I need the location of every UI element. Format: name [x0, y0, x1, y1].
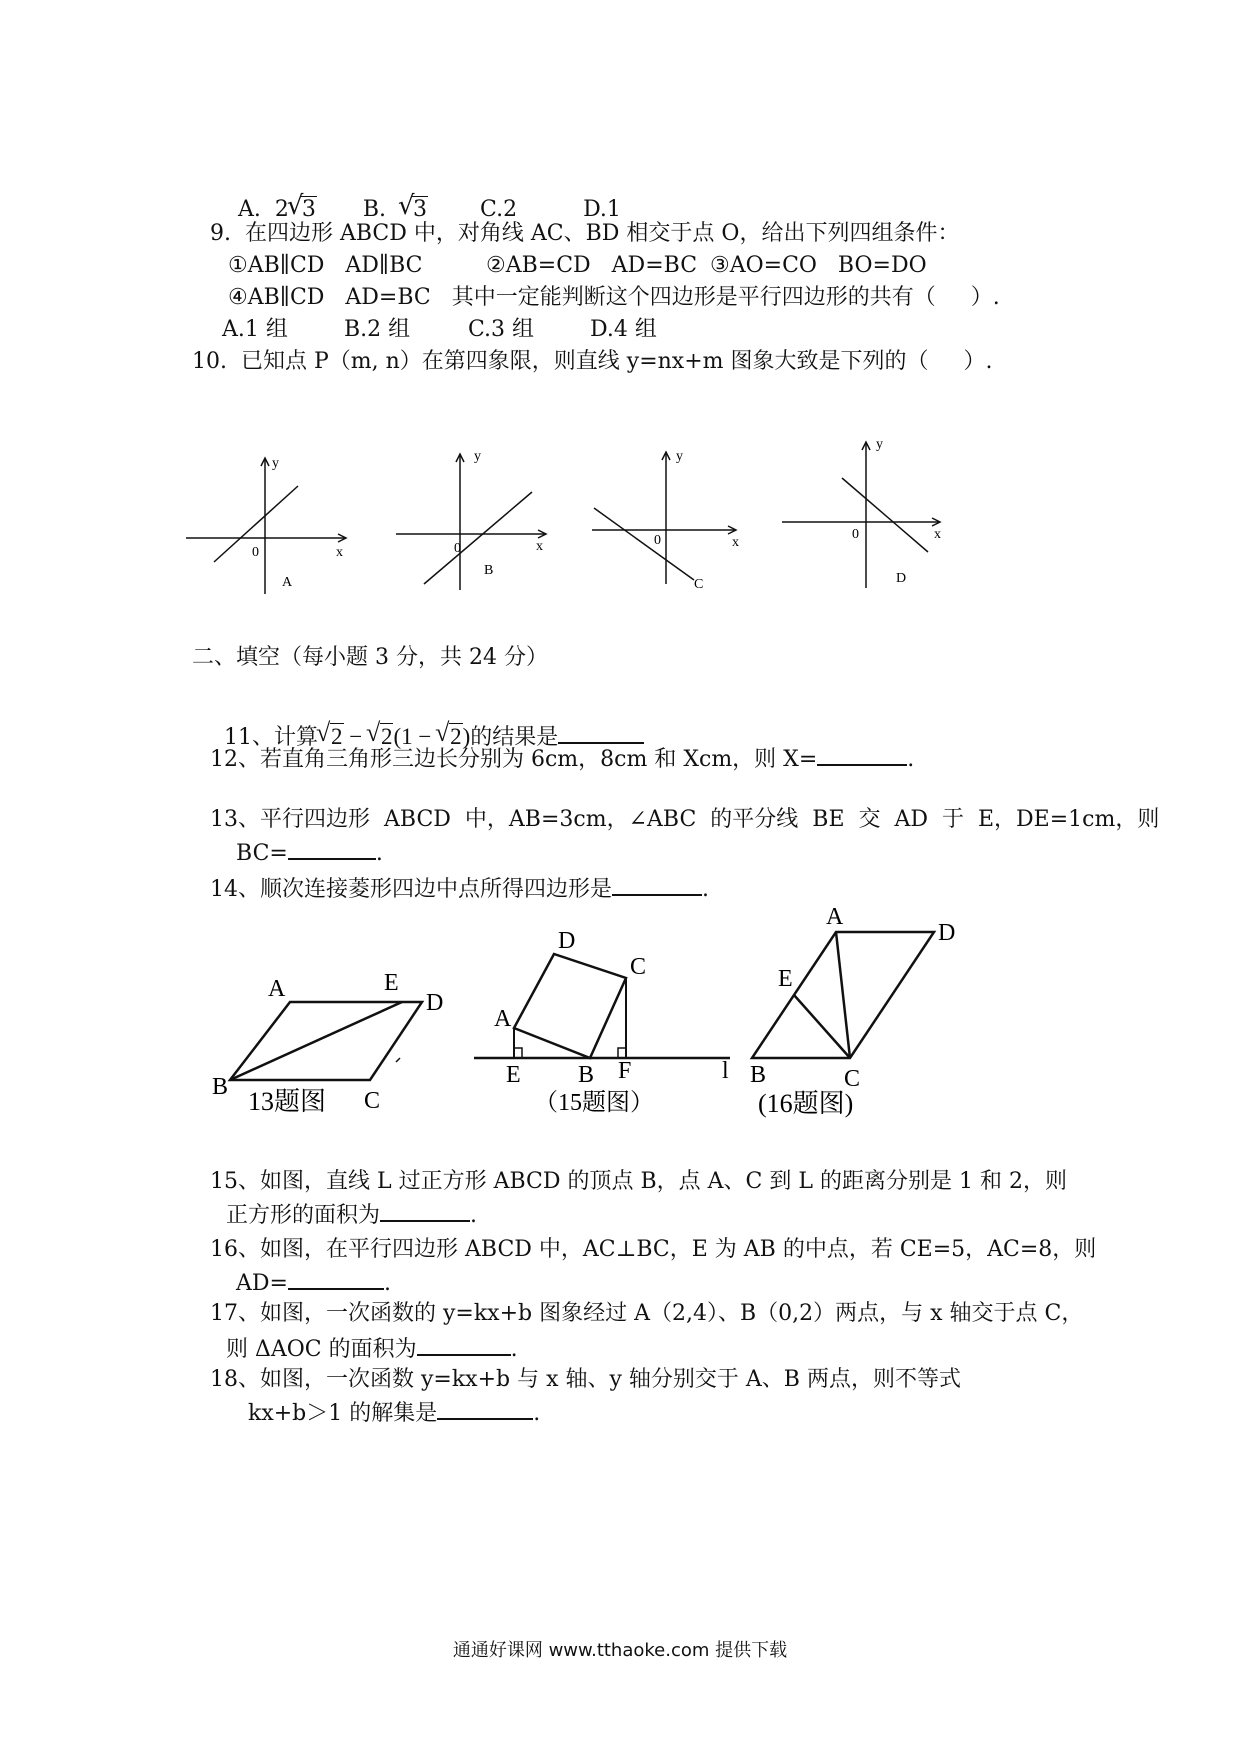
- graph-d-y-label: y: [876, 437, 883, 452]
- q8-option-d: D.1: [583, 197, 621, 222]
- q8-option-b: B. √ 3: [363, 197, 428, 222]
- fig15-label-b: B: [578, 1062, 595, 1088]
- q8-options: [224, 168, 621, 224]
- graph-d-x-label: x: [934, 527, 941, 542]
- fig13-label-b: B: [212, 1074, 229, 1100]
- fig13-label-d: D: [426, 990, 444, 1016]
- graph-a-label: A: [282, 575, 293, 590]
- q18-line-2: kx+b＞1 的解集是 .: [248, 1398, 540, 1428]
- q9-option-b: B.2 组: [344, 317, 411, 342]
- fig16-caption: (16题图): [758, 1089, 854, 1118]
- fig13-caption: 13题图: [248, 1087, 327, 1116]
- fig15-caption: （15题图）: [534, 1090, 654, 1116]
- graph-b-y-label: y: [474, 449, 481, 464]
- q16-answer-blank[interactable]: [288, 1268, 384, 1290]
- graph-a-x-label: x: [336, 545, 343, 560]
- q18-answer-blank[interactable]: [437, 1398, 533, 1420]
- q13-answer-blank[interactable]: [288, 838, 376, 860]
- q8-option-c: C.2: [480, 197, 518, 222]
- graph-d-label: D: [896, 571, 907, 586]
- graph-c-x-label: x: [732, 535, 739, 550]
- q14-answer-blank[interactable]: [612, 874, 702, 896]
- q18-line-1: 18、如图，一次函数 y=kx+b 与 x 轴、y 轴分别交于 A、B 两点，则不等式: [210, 1367, 961, 1392]
- fig15-label-c: C: [630, 954, 647, 980]
- fig13-label-a: A: [268, 976, 286, 1002]
- fig16-label-d: D: [938, 920, 956, 946]
- q15-line-1: 15、如图，直线 L 过正方形 ABCD 的顶点 B，点 A、C 到 L 的距离分别是 1 和 2，则: [210, 1169, 1067, 1194]
- q13-line-1: 13、平行四边形 ABCD 中，AB=3cm，∠ABC 的平分线 BE 交 AD 于 E，DE=1cm，则: [210, 807, 1160, 832]
- graph-a: [186, 450, 356, 600]
- fig13-label-e: E: [384, 970, 399, 996]
- q8-option-a: A. 2√ 3: [238, 197, 317, 222]
- page-footer: 通通好课网 www.tthaoke.com 提供下载: [452, 1640, 788, 1661]
- fig16-label-c: C: [844, 1066, 861, 1092]
- fig16-label-a: A: [826, 904, 844, 930]
- q13-line-2: BC= .: [236, 838, 383, 868]
- q17-line-1: 17、如图，一次函数的 y=kx+b 图象经过 A（2,4）、B（0,2）两点，与 x 轴交于点 C，: [210, 1301, 1084, 1326]
- graph-d-origin: 0: [852, 527, 859, 542]
- q9-condition-3: ③AO=CO BO=DO: [710, 253, 927, 278]
- figure-15: [470, 920, 750, 1120]
- graph-c-label: C: [694, 577, 704, 592]
- figure-13: [210, 960, 460, 1120]
- q17-line-2: 则 ΔAOC 的面积为 .: [226, 1334, 518, 1364]
- fig15-label-e: E: [506, 1062, 521, 1088]
- q12: 12、若直角三角形三边长分别为 6cm，8cm 和 Xcm，则 X= .: [210, 744, 914, 774]
- graph-a-origin: 0: [252, 545, 259, 560]
- graph-b-label: B: [484, 563, 494, 578]
- fig16-label-b: B: [750, 1062, 767, 1088]
- graph-c-origin: 0: [654, 533, 661, 548]
- q17-answer-blank[interactable]: [417, 1334, 511, 1356]
- fig15-label-a: A: [494, 1006, 512, 1032]
- q16-line-2: AD= .: [236, 1268, 391, 1298]
- fig13-label-c: C: [364, 1088, 381, 1114]
- q9-condition-1: ①AB∥CD AD∥BC: [228, 253, 423, 278]
- section-2-title: 二、填空（每小题 3 分，共 24 分）: [192, 645, 548, 670]
- q15-line-2: 正方形的面积为 .: [226, 1200, 477, 1230]
- q9-stem: 9. 在四边形 ABCD 中，对角线 AC、BD 相交于点 O，给出下列四组条件：: [210, 221, 960, 246]
- fig15-label-d: D: [558, 928, 576, 954]
- graph-b: [380, 446, 550, 596]
- graph-c: [586, 444, 756, 594]
- q11: 11、计算√ 2 − √ 2(1 − √ 2)的结果是: [210, 694, 644, 752]
- graph-b-origin: 0: [454, 541, 461, 556]
- q16-line-1: 16、如图，在平行四边形 ABCD 中，AC⊥BC，E 为 AB 的中点，若 CE=5，AC=8，则: [210, 1237, 1097, 1262]
- graph-a-y-label: y: [272, 456, 279, 471]
- q9-option-a: A.1 组: [222, 317, 288, 342]
- q11-answer-blank[interactable]: [558, 722, 644, 744]
- graph-c-y-label: y: [676, 449, 683, 464]
- fig15-label-l: l: [722, 1058, 729, 1084]
- graph-d: [778, 434, 948, 594]
- q9-condition-4: ④AB∥CD AD=BC 其中一定能判断这个四边形是平行四边形的共有（ ）.: [228, 285, 1000, 310]
- fig15-label-f: F: [618, 1058, 632, 1084]
- q12-answer-blank[interactable]: [817, 744, 907, 766]
- q14: 14、顺次连接菱形四边中点所得四边形是 .: [210, 874, 709, 904]
- graph-b-x-label: x: [536, 539, 543, 554]
- q15-answer-blank[interactable]: [380, 1200, 470, 1222]
- q9-option-c: C.3 组: [468, 317, 535, 342]
- q9-condition-2: ②AB=CD AD=BC: [486, 253, 698, 278]
- fig16-label-e: E: [778, 966, 793, 992]
- q10-stem: 10. 已知点 P（m, n）在第四象限，则直线 y=nx+m 图象大致是下列的（ ）.: [192, 349, 993, 374]
- q9-option-d: D.4 组: [590, 317, 657, 342]
- figure-16: [748, 900, 978, 1120]
